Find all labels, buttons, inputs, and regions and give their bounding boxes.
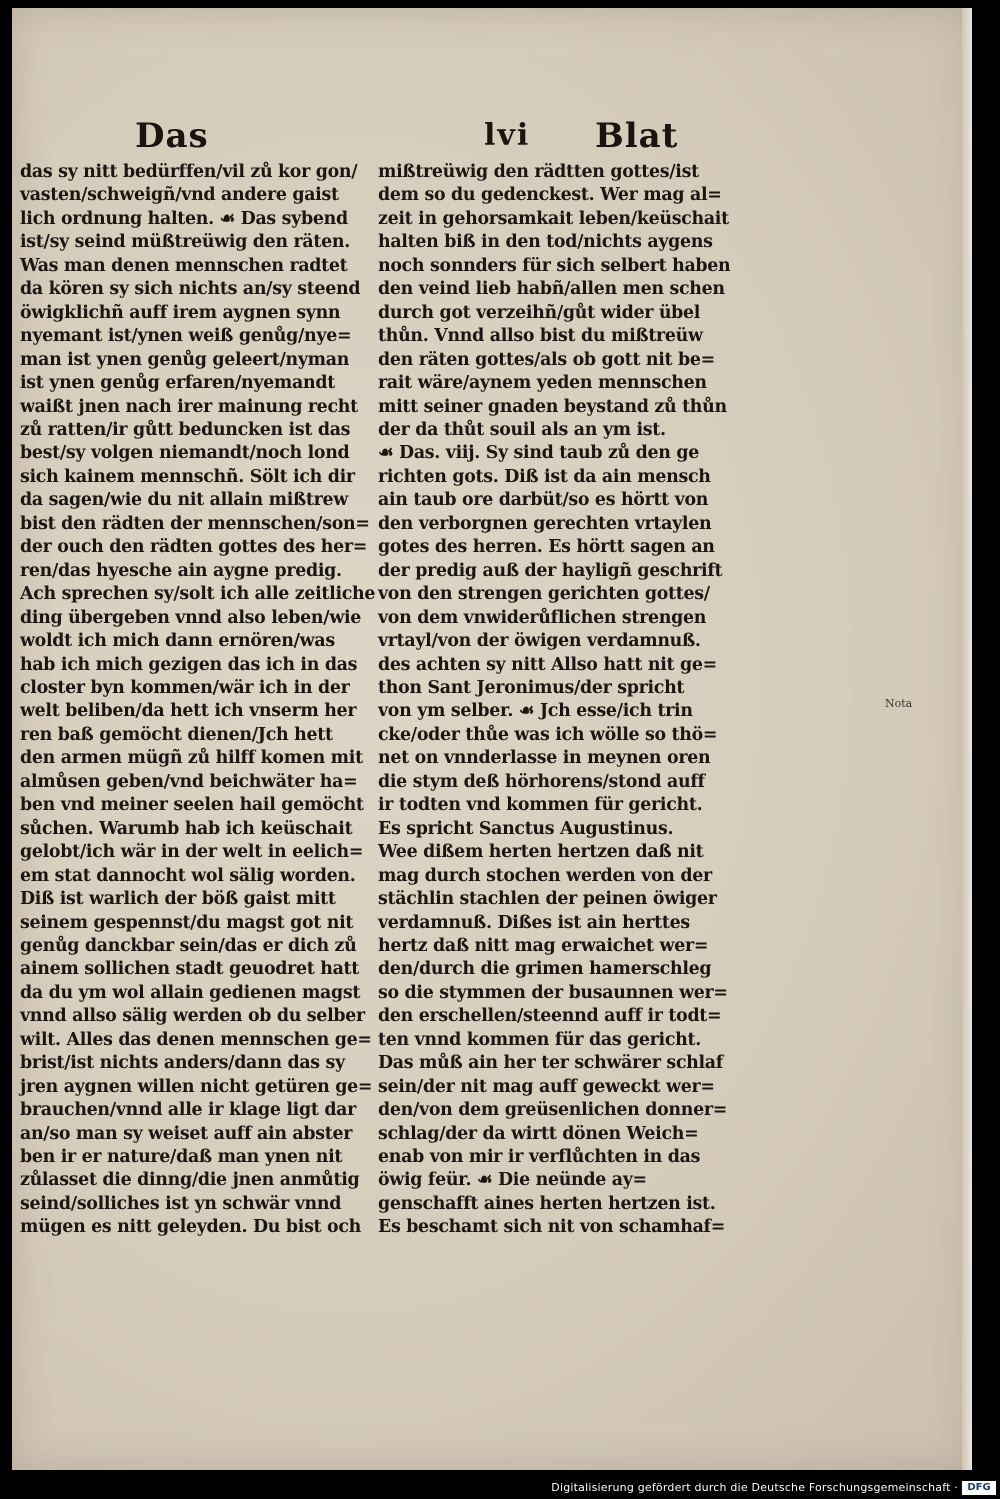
text-line: ben ir er nature/daß man ynen nit <box>20 1147 343 1168</box>
text-line: enab von mir ir verflůchten in das <box>378 1147 701 1168</box>
text-line: Diß ist warlich der böß gaist mitt <box>20 889 336 910</box>
text-line: Es spricht Sanctus Augustinus. <box>378 818 674 839</box>
text-line: mitt seiner gnaden beystand zů thůn <box>378 396 727 417</box>
folio-number: lvi <box>484 118 531 153</box>
text-line: vnnd allso sälig werden ob du selber <box>20 1006 365 1027</box>
text-line: zeit in gehorsamkait leben/keüschait <box>378 208 729 229</box>
text-line: da sagen/wie du nit allain mißtrew <box>20 490 348 511</box>
text-line: nyemant ist/ynen weiß genůg/nye= <box>20 326 352 347</box>
text-line: den/von dem greüsenlichen donner= <box>378 1100 727 1121</box>
text-line: ding übergeben vnnd also leben/wie <box>20 607 362 628</box>
text-line: da kören sy sich nichts an/sy steend <box>20 279 361 300</box>
text-line: brist/ist nichts anders/dann das sy <box>20 1053 345 1074</box>
text-line: die stym deß hörhorens/stond auff <box>378 771 705 792</box>
text-line: welt beliben/da hett ich vnserm her <box>20 701 357 722</box>
text-line: von dem vnwiderůflichen strengen <box>378 607 707 628</box>
page-edge <box>962 8 972 1470</box>
text-line: thon Sant Jeronimus/der spricht <box>378 677 685 698</box>
text-line: den räten gottes/als ob gott nit be= <box>378 349 715 370</box>
text-line: durch got verzeihñ/gůt wider übel <box>378 302 701 323</box>
text-line: thůn. Vnnd allso bist du mißtreüw <box>378 326 703 347</box>
text-line: ainem sollichen stadt geuodret hatt <box>20 959 360 980</box>
text-line: ben vnd meiner seelen hail gemöcht <box>20 795 364 816</box>
text-line: Ach sprechen sy/solt ich alle zeitliche <box>20 584 376 605</box>
text-line: brauchen/vnnd alle ir klage ligt dar <box>20 1100 357 1121</box>
book-page <box>12 8 972 1470</box>
text-line: hertz daß nitt mag erwaichet wer= <box>378 935 709 956</box>
text-line: Was man denen mennschen radtet <box>20 255 348 276</box>
text-line: wilt. Alles das denen mennschen ge= <box>20 1029 372 1050</box>
text-line: Es beschamt sich nit von schamhaf= <box>378 1217 725 1238</box>
text-line: den verborgnen gerechten vrtaylen <box>378 513 712 534</box>
text-line: seind/solliches ist yn schwär vnnd <box>20 1193 342 1214</box>
text-line: den veind lieb habñ/allen men schen <box>378 279 725 300</box>
text-line: best/sy volgen niemandt/noch lond <box>20 443 350 464</box>
margin-note: Nota <box>885 697 913 710</box>
text-line: Das můß ain her ter schwärer schlaf <box>378 1053 723 1074</box>
text-line: von den strengen gerichten gottes/ <box>378 584 710 605</box>
text-line: mügen es nitt geleyden. Du bist och <box>20 1217 361 1238</box>
text-line: ist/sy seind müßtreüwig den räten. <box>20 232 350 253</box>
text-line: den erschellen/steennd auff ir todt= <box>378 1006 722 1027</box>
text-line: ☙ Das. viij. Sy sind taub zů den ge <box>378 443 699 464</box>
text-line: halten biß in den tod/nichts aygens <box>378 232 713 253</box>
text-line: genůg danckbar sein/das er dich zů <box>20 935 357 956</box>
text-line: cke/oder thůe was ich wölle so thö= <box>378 724 718 745</box>
text-line: ten vnnd kommen für das gericht. <box>378 1029 701 1050</box>
text-line: öwig feür. ☙ Die neünde ay= <box>378 1170 647 1191</box>
text-line: Wee dißem herten hertzen daß nit <box>378 842 704 863</box>
text-line: jren aygnen willen nicht getüren ge= <box>20 1076 373 1097</box>
text-line: sůchen. Warumb hab ich keüschait <box>20 818 353 839</box>
right-text-column <box>378 161 733 1240</box>
text-line: seinem gespennst/du magst got nit <box>20 912 354 933</box>
text-line: schlag/der da wirtt dönen Weich= <box>378 1123 699 1144</box>
text-line: net on vnnderlasse in meynen oren <box>378 748 711 769</box>
text-line: das sy nitt bedürffen/vil zů kor gon/ <box>20 162 358 182</box>
footer-credit: Digitalisierung gefördert durch die Deutsche Forschungsgemeinschaft · <box>551 1481 958 1494</box>
text-line: zůlasset die dinng/die jnen anmůtig <box>20 1170 360 1191</box>
text-line: almůsen geben/vnd beichwäter ha= <box>20 771 358 792</box>
text-line: hab ich mich gezigen das ich in das <box>20 654 358 675</box>
text-line: öwigklichñ auff irem aygnen synn <box>20 302 341 323</box>
dfg-logo: DFG <box>962 1481 996 1495</box>
left-text-column <box>20 161 375 1240</box>
text-line: gelobt/ich wär in der welt in eelich= <box>20 842 364 863</box>
text-line: von ym selber. ☙ Jch esse/ich trin <box>378 701 693 722</box>
text-line: vrtayl/von der öwigen verdamnuß. <box>378 631 701 652</box>
running-header <box>12 116 972 166</box>
text-line: noch sonnders für sich selbert haben <box>378 255 731 276</box>
text-line: ren/das hyesche ain aygne predig. <box>20 560 342 581</box>
text-line: em stat dannocht wol sälig worden. <box>20 865 356 886</box>
text-line: zů ratten/ir gůtt beduncken ist das <box>20 419 351 440</box>
text-line: so die stymmen der busaunnen wer= <box>378 982 728 1003</box>
text-line: man ist ynen genůg geleert/nyman <box>20 349 350 370</box>
text-line: dem so du gedenckest. Wer mag al= <box>378 185 722 206</box>
text-line: der da thůt souil als an ym ist. <box>378 419 666 440</box>
text-line: ren baß gemöcht dienen/Jch hett <box>20 724 333 745</box>
text-line: der predig auß der hayligñ geschrift <box>378 560 723 581</box>
text-line: mißtreüwig den rädtten gottes/ist <box>378 162 699 182</box>
text-line: richten gots. Diß ist da ain mensch <box>378 466 711 487</box>
text-line: vasten/schweigñ/vnd andere gaist <box>20 185 339 206</box>
header-left-word: Das <box>135 116 209 156</box>
text-line: sein/der nit mag auff geweckt wer= <box>378 1076 715 1097</box>
text-line: ist ynen genůg erfaren/nyemandt <box>20 373 335 394</box>
text-line: genschafft aines herten hertzen ist. <box>378 1193 716 1214</box>
text-line: ain taub ore darbüt/so es hörtt von <box>378 490 709 511</box>
text-line: mag durch stochen werden von der <box>378 865 712 886</box>
text-line: ir todten vnd kommen für gericht. <box>378 795 703 816</box>
text-line: closter byn kommen/wär ich in der <box>20 677 350 698</box>
text-line: bist den rädten der mennschen/son= <box>20 513 370 534</box>
header-right-word: Blat <box>595 116 679 156</box>
text-line: sich kainem mennschñ. Sölt ich dir <box>20 466 355 487</box>
text-line: an/so man sy weiset auff ain abster <box>20 1123 353 1144</box>
text-line: waißt jnen nach irer mainung recht <box>20 396 358 417</box>
text-line: der ouch den rädten gottes des her= <box>20 537 368 558</box>
text-line: gotes des herren. Es hörtt sagen an <box>378 537 715 558</box>
text-line: woldt ich mich dann ernören/was <box>20 631 335 652</box>
text-line: den/durch die grimen hamerschleg <box>378 959 712 980</box>
text-line: verdamnuß. Dißes ist ain herttes <box>378 912 690 933</box>
footer-bar <box>0 1478 1000 1499</box>
text-line: den armen mügñ zů hilff komen mit <box>20 748 363 769</box>
text-line: des achten sy nitt Allso hatt nit ge= <box>378 654 717 675</box>
text-line: da du ym wol allain gedienen magst <box>20 982 361 1003</box>
text-line: rait wäre/aynem yeden mennschen <box>378 373 707 394</box>
text-line: lich ordnung halten. ☙ Das sybend <box>20 208 348 229</box>
text-line: stächlin stachlen der peinen öwiger <box>378 889 717 910</box>
